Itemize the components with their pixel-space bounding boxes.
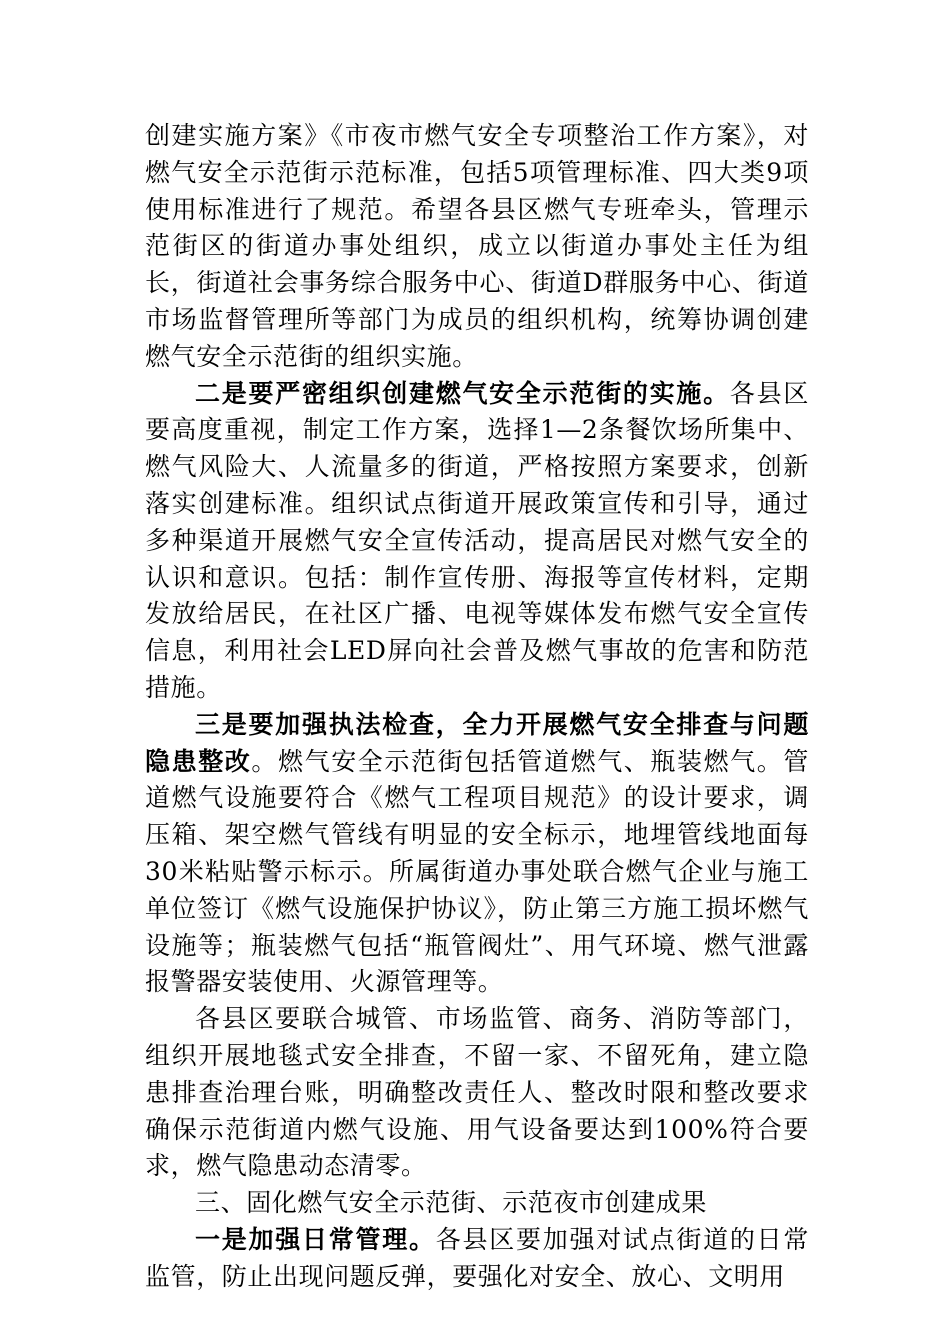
paragraph-2 xyxy=(145,376,809,707)
document-body xyxy=(145,118,809,1296)
paragraph-2-lead: 二是要严密组织创建燃气安全示范街的实施。 xyxy=(195,378,730,408)
paragraph-3 xyxy=(145,707,809,1001)
paragraph-5-body: 各县区要加强对试点街道的日常监管，防止出现问题反弹，要强化对安全、放心、文明用 xyxy=(145,1224,810,1291)
section-heading-3 xyxy=(145,1185,809,1222)
paragraph-4 xyxy=(145,1001,809,1185)
paragraph-3-body: 。燃气安全示范街包括管道燃气、瓶装燃气。管道燃气设施要符合《燃气工程项目规范》的设计要求，调压箱、架空燃气管线有明显的安全标示，地埋管线地面每30米粘贴警示标示。所属街道办事处联合燃气企业与施工单位签订《燃气设施保护协议》，防止第三方施工损坏燃气设施等；瓶装燃气包括“瓶管阀灶”、用气环境、燃气泄露报警器安装使用、火源管理等。 xyxy=(145,746,809,997)
paragraph-1 xyxy=(145,118,809,376)
paragraph-5-lead: 一是加强日常管理。 xyxy=(195,1224,436,1254)
paragraph-2-body: 各县区要高度重视，制定工作方案，选择1—2条餐饮场所集中、燃气风险大、人流量多的街道，严格按照方案要求，创新落实创建标准。组织试点街道开展政策宣传和引导，通过多种渠道开展燃气安全宣传活动，提高居民对燃气安全的认识和意识。包括：制作宣传册、海报等宣传材料，定期发放给居民，在社区广播、电视等媒体发布燃气安全宣传信息，利用社会LED屏向社会普及燃气事故的危害和防范措施。 xyxy=(145,378,809,702)
paragraph-3-lead: 三是要加强执法检查，全力开展燃气安全排查与问题隐患整改 xyxy=(145,709,809,776)
paragraph-4-text: 各县区要联合城管、市场监管、商务、消防等部门，组织开展地毯式安全排查，不留一家、不留死角，建立隐患排查治理台账，明确整改责任人、整改时限和整改要求确保示范街道内燃气设施、用气设备要达到100%符合要求，燃气隐患动态清零。 xyxy=(145,1004,809,1181)
paragraph-5 xyxy=(145,1222,809,1296)
paragraph-1-text: 创建实施方案》《市夜市燃气安全专项整治工作方案》，对燃气安全示范街示范标准，包括5项管理标准、四大类9项使用标准进行了规范。希望各县区燃气专班牵头，管理示范街区的街道办事处组织，成立以街道办事处主任为组长，街道社会事务综合服务中心、街道D群服务中心、街道市场监督管理所等部门为成员的组织机构，统筹协调创建燃气安全示范街的组织实施。 xyxy=(145,121,809,371)
section-heading-3-text: 三、固化燃气安全示范街、示范夜市创建成果 xyxy=(195,1188,708,1218)
